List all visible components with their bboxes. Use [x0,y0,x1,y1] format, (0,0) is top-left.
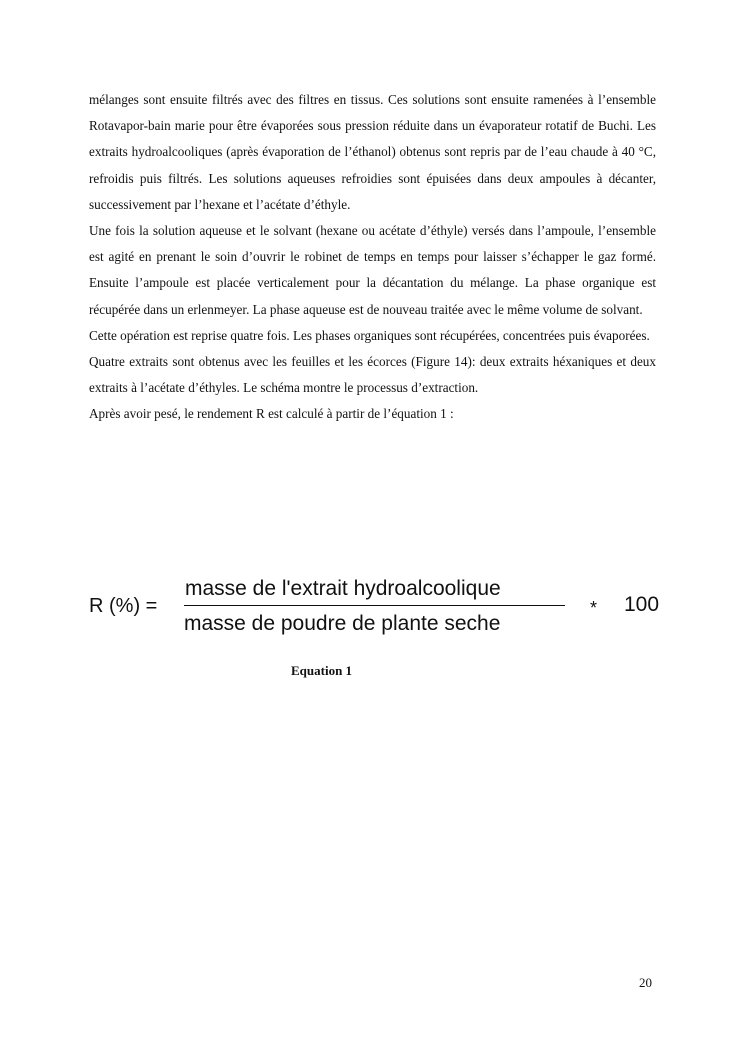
paragraph-repetition: Cette opération est reprise quatre fois. Les phases organiques sont récupérées, concentrées puis évaporées. [89,327,650,343]
equation-lhs: R (%) = [89,595,158,617]
fraction-bar [184,605,565,606]
paragraph-decantation: Une fois la solution aqueuse et le solvant (hexane ou acétate d’éthyle) versés dans l’ampoule, l’ensemble est agité en prenant le soin d’ouvrir le robinet de temps en temps pour laisser s’échapper le gaz formé. Ensuite l’ampoule est placée verticalement pour la décantation du mélange. La phase organique est récupérée dans un erlenmeyer. La phase aqueuse est de nouveau traitée avec le même volume de solvant. [89,223,656,317]
paragraph-yield-intro: Après avoir pesé, le rendement R est calculé à partir de l’équation 1 : [89,406,454,422]
yield-equation [0,570,745,650]
equation-numerator: masse de l'extrait hydroalcoolique [185,577,501,600]
equation-denominator: masse de poudre de plante seche [184,612,501,635]
body-text [89,87,656,428]
paragraph-extracts-obtained: Quatre extraits sont obtenus avec les feuilles et les écorces (Figure 14): deux extraits héxaniques et deux extraits à l’acétate d’éthyles. Le schéma montre le processus d’extraction. [89,354,656,396]
paragraph-extraction-process: mélanges sont ensuite filtrés avec des filtres en tissus. Ces solutions sont ensuite ramenées à l’ensemble Rotavapor-bain marie pour être évaporées sous pression réduite dans un évaporateur rotatif de Buchi. Les extraits hydroalcooliques (après évaporation de l’éthanol) obtenus sont repris par de l’eau chaude à 40 °C, refroidis puis filtrés. Les solutions aqueuses refroidies sont épuisées dans deux ampoules à décanter, successivement par l’hexane et l’acétate d’éthyle. [89,92,656,212]
page-number: 20 [639,975,652,990]
equation-factor: 100 [624,593,660,616]
multiply-operator: * [590,598,598,618]
equation-caption: Equation 1 [291,663,353,678]
